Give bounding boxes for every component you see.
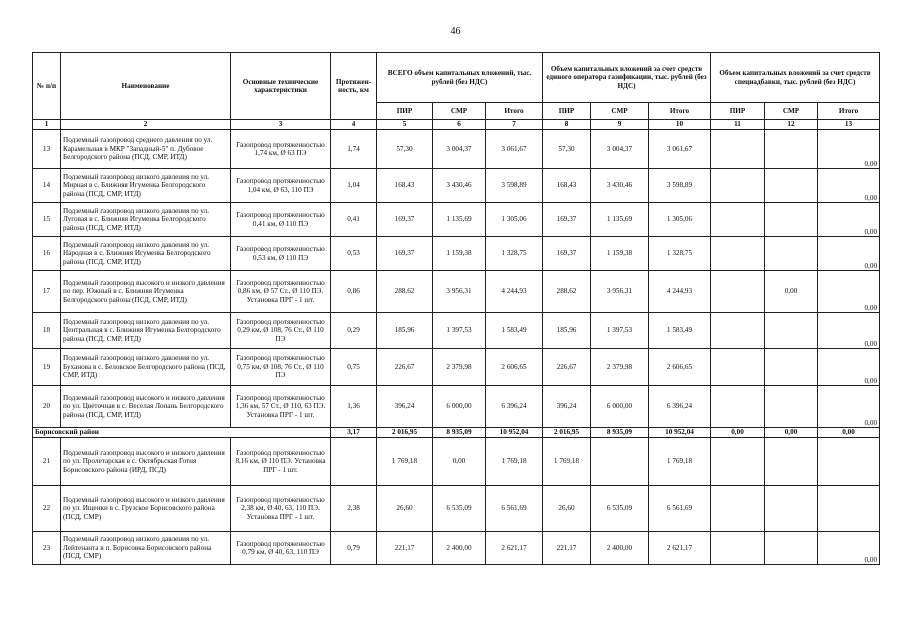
table-row bbox=[33, 237, 880, 271]
subheader-pir: ПИР bbox=[543, 103, 591, 120]
operator-itogo-cell: 6 396,24 bbox=[649, 386, 711, 428]
total-smr-cell: 1 397,53 bbox=[433, 313, 486, 349]
length-cell: 0,29 bbox=[331, 313, 377, 349]
total-pir-cell: 1 769,18 bbox=[377, 438, 433, 486]
row-number-cell: 16 bbox=[33, 237, 61, 271]
special-smr-cell bbox=[765, 349, 818, 386]
tech-spec-cell: Газопровод протяженностью 0,86 км, Ø 57 Ст., Ø 110 ПЭ. Установка ПРГ - 1 шт. bbox=[231, 271, 331, 313]
total-itogo-cell: 3 061,67 bbox=[486, 130, 543, 169]
operator-smr-cell bbox=[591, 438, 649, 486]
table-row bbox=[33, 271, 880, 313]
operator-itogo-cell: 1 305,06 bbox=[649, 203, 711, 237]
special-itogo-cell: 0,00 bbox=[818, 203, 880, 237]
operator-itogo-cell: 1 583,49 bbox=[649, 313, 711, 349]
index-cell: 3 bbox=[231, 120, 331, 130]
section-len-cell: 3,17 bbox=[331, 428, 377, 438]
length-cell: 0,79 bbox=[331, 532, 377, 565]
total-itogo-cell: 2 621,17 bbox=[486, 532, 543, 565]
total-pir-cell: 185,96 bbox=[377, 313, 433, 349]
special-smr-cell: 0,00 bbox=[765, 271, 818, 313]
total-pir-cell: 396,24 bbox=[377, 386, 433, 428]
total-smr-cell: 3 956,31 bbox=[433, 271, 486, 313]
special-itogo-cell bbox=[818, 486, 880, 532]
length-cell bbox=[331, 438, 377, 486]
subheader-itogo: Итого bbox=[486, 103, 543, 120]
subheader-pir: ПИР bbox=[377, 103, 433, 120]
special-pir-cell bbox=[711, 130, 765, 169]
operator-itogo-cell: 1 328,75 bbox=[649, 237, 711, 271]
tech-spec-cell: Газопровод протяженностью 0,53 км, Ø 110 ПЭ bbox=[231, 237, 331, 271]
special-itogo-cell: 0,00 bbox=[818, 532, 880, 565]
tech-spec-cell: Газопровод протяженностью 2,38 км, Ø 40, 63, 110 ПЭ. Установка ПРГ - 1 шт. bbox=[231, 486, 331, 532]
total-pir-cell: 169,37 bbox=[377, 237, 433, 271]
header-tech: Основные технические характеристики bbox=[231, 53, 331, 120]
special-smr-cell bbox=[765, 203, 818, 237]
operator-pir-cell: 168,43 bbox=[543, 169, 591, 203]
object-name-cell: Подземный газопровод низкого давления по ул. Народная в с. Ближняя Игуменка Белгородского района (ПСД, СМР, ИТД) bbox=[61, 237, 231, 271]
object-name-cell: Подземный газопровод низкого давления по ул. Луговая в с. Ближняя Игуменка Белгородского района (ПСД, СМР, ИТД) bbox=[61, 203, 231, 237]
table-row bbox=[33, 486, 880, 532]
table-row bbox=[33, 130, 880, 169]
operator-smr-cell: 3 430,46 bbox=[591, 169, 649, 203]
section-op-pir-cell: 2 016,95 bbox=[543, 428, 591, 438]
total-pir-cell: 221,17 bbox=[377, 532, 433, 565]
special-pir-cell bbox=[711, 386, 765, 428]
subheader-pir: ПИР bbox=[711, 103, 765, 120]
total-smr-cell: 3 004,37 bbox=[433, 130, 486, 169]
special-pir-cell bbox=[711, 438, 765, 486]
operator-itogo-cell: 3 598,89 bbox=[649, 169, 711, 203]
index-cell: 11 bbox=[711, 120, 765, 130]
index-cell: 9 bbox=[591, 120, 649, 130]
index-cell: 1 bbox=[33, 120, 61, 130]
operator-pir-cell: 26,60 bbox=[543, 486, 591, 532]
subheader-smr: СМР bbox=[591, 103, 649, 120]
total-smr-cell: 6 000,00 bbox=[433, 386, 486, 428]
length-cell: 1,36 bbox=[331, 386, 377, 428]
index-cell: 2 bbox=[61, 120, 231, 130]
operator-pir-cell: 1 769,18 bbox=[543, 438, 591, 486]
operator-pir-cell: 288,62 bbox=[543, 271, 591, 313]
operator-smr-cell: 6 000,00 bbox=[591, 386, 649, 428]
special-pir-cell bbox=[711, 532, 765, 565]
tech-spec-cell: Газопровод протяженностью 1,74 км, Ø 63 ПЭ bbox=[231, 130, 331, 169]
length-cell: 2,38 bbox=[331, 486, 377, 532]
row-number-cell: 20 bbox=[33, 386, 61, 428]
section-sp-itogo-cell: 0,00 bbox=[818, 428, 880, 438]
header-total: ВСЕГО объем капитальных вложений, тыс. рублей (без НДС) bbox=[377, 53, 543, 103]
total-smr-cell: 1 135,69 bbox=[433, 203, 486, 237]
row-number-cell: 23 bbox=[33, 532, 61, 565]
special-itogo-cell: 0,00 bbox=[818, 237, 880, 271]
tech-spec-cell: Газопровод протяженностью 1,36 км, 57 Ст., Ø 110, 63 ПЭ. Установка ПРГ - 1 шт. bbox=[231, 386, 331, 428]
section-sp-smr-cell: 0,00 bbox=[765, 428, 818, 438]
total-pir-cell: 226,67 bbox=[377, 349, 433, 386]
operator-pir-cell: 226,67 bbox=[543, 349, 591, 386]
length-cell: 0,75 bbox=[331, 349, 377, 386]
special-smr-cell bbox=[765, 237, 818, 271]
total-itogo-cell: 1 305,06 bbox=[486, 203, 543, 237]
row-number-cell: 13 bbox=[33, 130, 61, 169]
object-name-cell: Подземный газопровод низкого давления по ул. Мирная в с. Ближняя Игуменка Белгородского района (ПСД, СМР, ИТД) bbox=[61, 169, 231, 203]
operator-pir-cell: 57,30 bbox=[543, 130, 591, 169]
operator-itogo-cell: 2 621,17 bbox=[649, 532, 711, 565]
total-itogo-cell: 1 769,18 bbox=[486, 438, 543, 486]
total-smr-cell: 2 379,98 bbox=[433, 349, 486, 386]
object-name-cell: Подземный газопровод высокого и низкого давления по пер. Южный в с. Ближняя Игуменка Белгородского района (ПСД, СМР, ИТД) bbox=[61, 271, 231, 313]
subheader-itogo: Итого bbox=[818, 103, 880, 120]
operator-pir-cell: 396,24 bbox=[543, 386, 591, 428]
total-smr-cell: 6 535,09 bbox=[433, 486, 486, 532]
index-cell: 4 bbox=[331, 120, 377, 130]
total-smr-cell: 3 430,46 bbox=[433, 169, 486, 203]
operator-pir-cell: 185,96 bbox=[543, 313, 591, 349]
total-pir-cell: 57,30 bbox=[377, 130, 433, 169]
table-row bbox=[33, 313, 880, 349]
operator-itogo-cell: 3 061,67 bbox=[649, 130, 711, 169]
object-name-cell: Подземный газопровод высокого и низкого давления по ул. Ищенки в с. Грузское Борисовского района (ПСД, СМР) bbox=[61, 486, 231, 532]
object-name-cell: Подземный газопровод высокого и низкого давления по ул. Цветочная в с. Веселая Лопань Белгородского района (ПСД, СМР, ИТД) bbox=[61, 386, 231, 428]
operator-pir-cell: 221,17 bbox=[543, 532, 591, 565]
row-number-cell: 14 bbox=[33, 169, 61, 203]
special-pir-cell bbox=[711, 486, 765, 532]
page-number: 46 bbox=[450, 26, 461, 37]
special-smr-cell bbox=[765, 486, 818, 532]
row-number-cell: 21 bbox=[33, 438, 61, 486]
length-cell: 0,41 bbox=[331, 203, 377, 237]
tech-spec-cell: Газопровод протяженностью 0,75 км, Ø 108, 76 Ст., Ø 110 ПЭ bbox=[231, 349, 331, 386]
row-number-cell: 15 bbox=[33, 203, 61, 237]
special-smr-cell bbox=[765, 313, 818, 349]
special-smr-cell bbox=[765, 169, 818, 203]
row-number-cell: 22 bbox=[33, 486, 61, 532]
total-itogo-cell: 3 598,89 bbox=[486, 169, 543, 203]
length-cell: 1,74 bbox=[331, 130, 377, 169]
operator-pir-cell: 169,37 bbox=[543, 203, 591, 237]
index-cell: 5 bbox=[377, 120, 433, 130]
operator-itogo-cell: 6 561,69 bbox=[649, 486, 711, 532]
operator-smr-cell: 3 956,31 bbox=[591, 271, 649, 313]
total-itogo-cell: 1 583,49 bbox=[486, 313, 543, 349]
object-name-cell: Подземный газопровод низкого давления по ул. Лейтенанта в п. Борисовка Борисовского района (ПСД, СМР) bbox=[61, 532, 231, 565]
special-smr-cell bbox=[765, 438, 818, 486]
total-smr-cell: 1 159,38 bbox=[433, 237, 486, 271]
special-smr-cell bbox=[765, 532, 818, 565]
operator-smr-cell: 1 135,69 bbox=[591, 203, 649, 237]
total-itogo-cell: 4 244,93 bbox=[486, 271, 543, 313]
header-num: № п/п bbox=[33, 53, 61, 120]
operator-smr-cell: 2 379,98 bbox=[591, 349, 649, 386]
operator-itogo-cell: 2 606,65 bbox=[649, 349, 711, 386]
operator-pir-cell: 169,37 bbox=[543, 237, 591, 271]
header-special: Объем капитальных вложений за счет средств спецнадбавки, тыс. рублей (без НДС) bbox=[711, 53, 880, 103]
section-smr-cell: 8 935,09 bbox=[433, 428, 486, 438]
index-cell: 8 bbox=[543, 120, 591, 130]
special-itogo-cell: 0,00 bbox=[818, 349, 880, 386]
special-itogo-cell: 0,00 bbox=[818, 130, 880, 169]
table-row bbox=[33, 203, 880, 237]
subheader-itogo: Итого bbox=[649, 103, 711, 120]
index-cell: 10 bbox=[649, 120, 711, 130]
special-smr-cell bbox=[765, 386, 818, 428]
tech-spec-cell: Газопровод протяженностью 8,16 км, Ø 110 ПЭ. Установка ПРГ - 1 шт. bbox=[231, 438, 331, 486]
section-row bbox=[33, 428, 880, 438]
operator-itogo-cell: 4 244,93 bbox=[649, 271, 711, 313]
special-pir-cell bbox=[711, 271, 765, 313]
total-smr-cell: 2 400,00 bbox=[433, 532, 486, 565]
object-name-cell: Подземный газопровод низкого давления по ул. Центральная в с. Ближняя Игуменка Белгородского района (ПСД, СМР, ИТД) bbox=[61, 313, 231, 349]
tech-spec-cell: Газопровод протяженностью 1,04 км, Ø 63, 110 ПЭ bbox=[231, 169, 331, 203]
index-cell: 7 bbox=[486, 120, 543, 130]
table-row bbox=[33, 386, 880, 428]
index-cell: 12 bbox=[765, 120, 818, 130]
investment-table bbox=[32, 52, 880, 565]
header-name: Наименование bbox=[61, 53, 231, 120]
object-name-cell: Подземный газопровод высокого и низкого давления по ул. Пролетарская в с. Октябрьская Готня Борисовского района (ИРД, ПСД) bbox=[61, 438, 231, 486]
operator-smr-cell: 2 400,00 bbox=[591, 532, 649, 565]
special-pir-cell bbox=[711, 349, 765, 386]
length-cell: 0,53 bbox=[331, 237, 377, 271]
length-cell: 0,86 bbox=[331, 271, 377, 313]
section-pir-cell: 2 016,95 bbox=[377, 428, 433, 438]
operator-itogo-cell: 1 769,18 bbox=[649, 438, 711, 486]
total-itogo-cell: 6 561,69 bbox=[486, 486, 543, 532]
special-itogo-cell: 0,00 bbox=[818, 271, 880, 313]
tech-spec-cell: Газопровод протяженностью 0,79 км, Ø 40, 63, 110 ПЭ bbox=[231, 532, 331, 565]
operator-smr-cell: 3 004,37 bbox=[591, 130, 649, 169]
total-smr-cell: 0,00 bbox=[433, 438, 486, 486]
special-pir-cell bbox=[711, 169, 765, 203]
special-itogo-cell: 0,00 bbox=[818, 169, 880, 203]
total-pir-cell: 26,60 bbox=[377, 486, 433, 532]
section-sp-pir-cell: 0,00 bbox=[711, 428, 765, 438]
table-row bbox=[33, 532, 880, 565]
total-itogo-cell: 6 396,24 bbox=[486, 386, 543, 428]
special-itogo-cell bbox=[818, 438, 880, 486]
subheader-smr: СМР bbox=[433, 103, 486, 120]
section-itogo-cell: 10 952,04 bbox=[486, 428, 543, 438]
header-operator: Объем капитальных вложений за счет средств единого оператора газификации, тыс. рублей (без НДС) bbox=[543, 53, 711, 103]
operator-smr-cell: 6 535,09 bbox=[591, 486, 649, 532]
object-name-cell: Подземный газопровод низкого давления по ул. Буханова в с. Беловское Белгородского района (ПСД, СМР, ИТД) bbox=[61, 349, 231, 386]
column-index-row bbox=[33, 120, 880, 130]
tech-spec-cell: Газопровод протяженностью 0,41 км, Ø 110 ПЭ bbox=[231, 203, 331, 237]
section-op-itogo-cell: 10 952,04 bbox=[649, 428, 711, 438]
index-cell: 6 bbox=[433, 120, 486, 130]
special-smr-cell bbox=[765, 130, 818, 169]
special-itogo-cell: 0,00 bbox=[818, 386, 880, 428]
row-number-cell: 19 bbox=[33, 349, 61, 386]
subheader-smr: СМР bbox=[765, 103, 818, 120]
special-pir-cell bbox=[711, 203, 765, 237]
length-cell: 1,04 bbox=[331, 169, 377, 203]
special-pir-cell bbox=[711, 237, 765, 271]
total-pir-cell: 169,37 bbox=[377, 203, 433, 237]
total-itogo-cell: 1 328,75 bbox=[486, 237, 543, 271]
operator-smr-cell: 1 397,53 bbox=[591, 313, 649, 349]
header-length: Протяжен-ность, км bbox=[331, 53, 377, 120]
object-name-cell: Подземный газопровод среднего давления по ул. Карамельная в МКР "Западный-5" п. Дубовое Белгородского района (ПСД, СМР, ИТД) bbox=[61, 130, 231, 169]
total-itogo-cell: 2 606,65 bbox=[486, 349, 543, 386]
special-pir-cell bbox=[711, 313, 765, 349]
index-cell: 13 bbox=[818, 120, 880, 130]
table-row bbox=[33, 438, 880, 486]
special-itogo-cell: 0,00 bbox=[818, 313, 880, 349]
row-number-cell: 18 bbox=[33, 313, 61, 349]
section-title: Борисовский район bbox=[33, 428, 331, 438]
section-op-smr-cell: 8 935,09 bbox=[591, 428, 649, 438]
total-pir-cell: 168,43 bbox=[377, 169, 433, 203]
table-row bbox=[33, 349, 880, 386]
operator-smr-cell: 1 159,38 bbox=[591, 237, 649, 271]
tech-spec-cell: Газопровод протяженностью 0,29 км, Ø 108, 76 Ст., Ø 110 ПЭ bbox=[231, 313, 331, 349]
table-row bbox=[33, 169, 880, 203]
row-number-cell: 17 bbox=[33, 271, 61, 313]
total-pir-cell: 288,62 bbox=[377, 271, 433, 313]
